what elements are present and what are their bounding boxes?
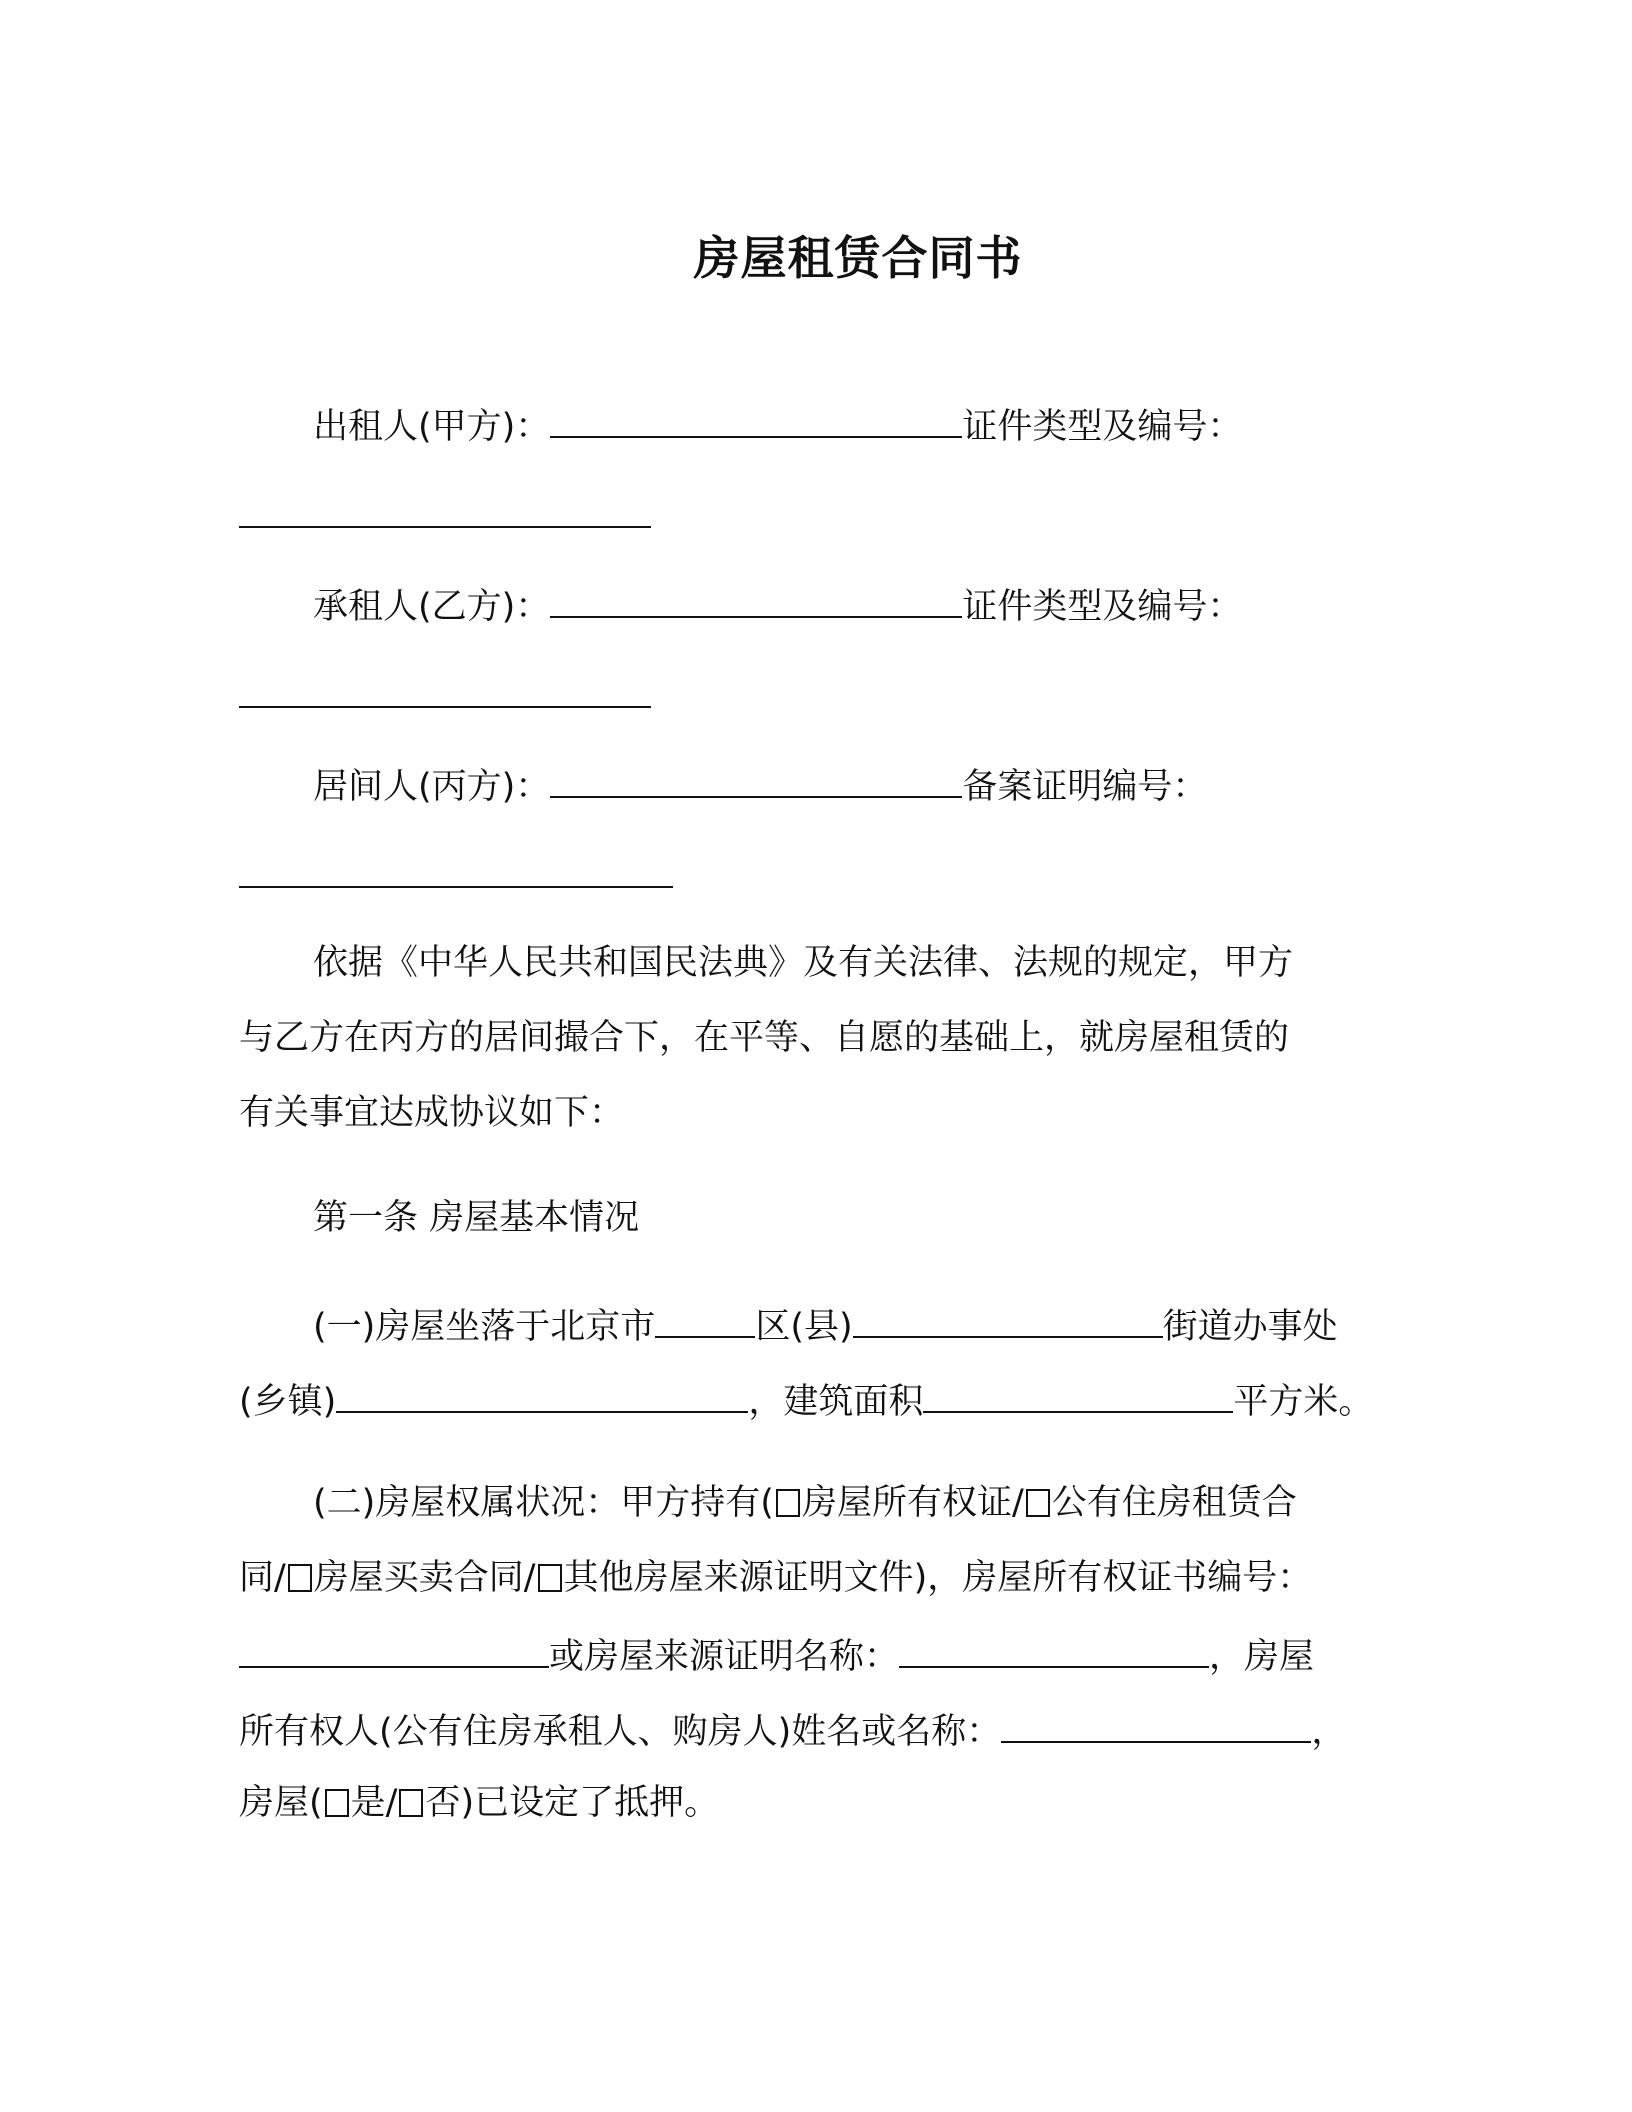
area-blank[interactable] [923,1373,1233,1413]
street-blank[interactable] [853,1298,1163,1338]
area-unit: 平方米。 [1233,1382,1374,1422]
public-lease-label-cont: 同/ [239,1558,286,1598]
ownership-cert-checkbox[interactable] [776,1489,800,1517]
lessor-id-blank[interactable] [239,488,651,528]
article1-item2-line3 [239,1628,1314,1682]
mortgage-yes-checkbox[interactable] [325,1789,349,1817]
owner-name-blank[interactable] [1001,1703,1311,1743]
other-source-label: 其他房屋来源证明文件)，房屋所有权证书编号： [563,1558,1313,1598]
mortgage-prefix: 房屋( [239,1783,323,1823]
document-title: 房屋租赁合同书 [693,231,1023,285]
article1-item1-line1 [313,1298,1338,1352]
town-blank[interactable] [336,1373,748,1413]
broker-record-label: 备案证明编号： [962,767,1208,807]
lessee-label: 承租人(乙方)： [313,587,551,627]
district-blank[interactable] [655,1298,755,1338]
public-lease-label: 公有住房租赁合 [1051,1483,1297,1523]
location-prefix: (一)房屋坐落于北京市 [313,1307,656,1347]
preamble-line-3: 有关事宜达成协议如下： [239,1093,625,1133]
lessor-line [313,398,1242,452]
street-label: 街道办事处 [1162,1307,1338,1347]
article1-item2-line1 [313,1478,1297,1528]
purchase-contract-label: 房屋买卖合同/ [313,1558,536,1598]
ownership-prefix: (二)房屋权属状况：甲方持有( [313,1483,774,1523]
mortgage-no-checkbox[interactable] [399,1789,423,1817]
preamble-line-1: 依据《中华人民共和国民法典》及有关法律、法规的规定，甲方 [313,943,1294,983]
ownership-cert-label: 房屋所有权证/ [801,1483,1024,1523]
owner-label-start: ，房屋 [1209,1637,1315,1677]
other-source-checkbox[interactable] [538,1564,562,1592]
district-label: 区(县) [755,1307,853,1347]
broker-record-line [239,848,673,902]
lessee-name-blank[interactable] [550,578,962,618]
article1-heading: 第一条 房屋基本情况 [313,1198,640,1238]
mortgage-yes-label: 是/ [350,1783,398,1823]
lessee-id-line [239,668,651,722]
lessor-id-label: 证件类型及编号： [962,407,1243,447]
owner-comma: ， [1311,1712,1347,1752]
broker-name-blank[interactable] [550,758,962,798]
public-lease-checkbox[interactable] [1026,1489,1050,1517]
mortgage-no-label: 否)已设定了抵押。 [425,1783,720,1823]
area-label: ，建筑面积 [748,1382,924,1422]
lessor-id-line [239,488,651,542]
purchase-contract-checkbox[interactable] [288,1564,312,1592]
article1-item1-line2 [239,1373,1373,1427]
article1-item2-line2 [239,1553,1312,1603]
cert-number-blank[interactable] [239,1628,549,1668]
broker-record-blank[interactable] [239,848,673,888]
lessee-line [313,578,1242,632]
preamble-line-2: 与乙方在丙方的居间撮合下，在平等、自愿的基础上，就房屋租赁的 [239,1018,1290,1058]
source-name-blank[interactable] [899,1628,1209,1668]
article1-item2-line5 [239,1778,719,1828]
source-name-label: 或房屋来源证明名称： [549,1637,900,1677]
lessee-id-label: 证件类型及编号： [962,587,1243,627]
lessor-label: 出租人(甲方)： [313,407,551,447]
lessee-id-blank[interactable] [239,668,651,708]
lessor-name-blank[interactable] [550,398,962,438]
town-label: (乡镇) [239,1382,337,1422]
broker-label: 居间人(丙方)： [313,767,551,807]
broker-line [313,758,1207,812]
article1-item2-line4 [239,1703,1346,1757]
owner-label: 所有权人(公有住房承租人、购房人)姓名或名称： [239,1712,1002,1752]
